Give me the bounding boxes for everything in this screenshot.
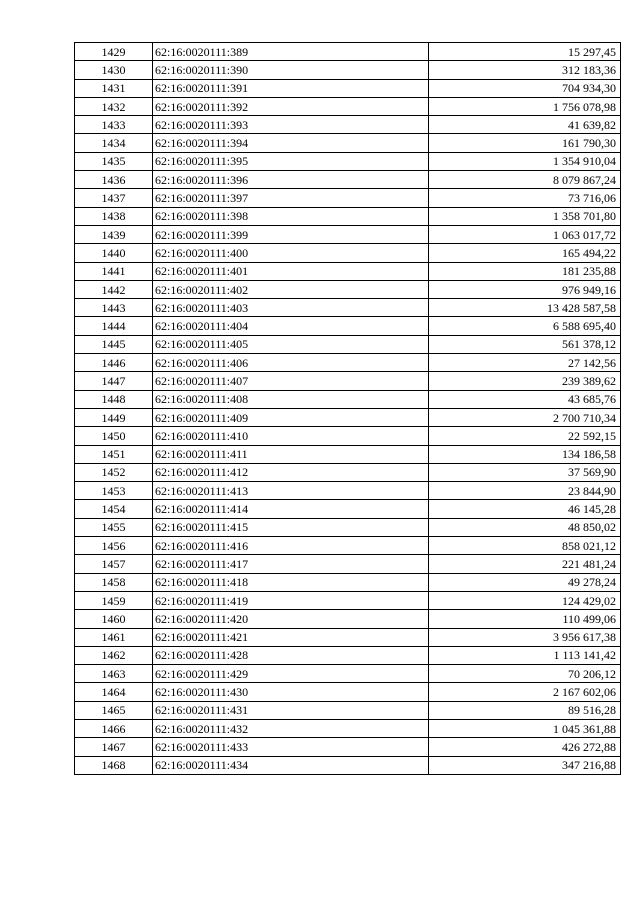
- row-number-cell: 1464: [75, 683, 153, 701]
- cadastral-number-cell: 62:16:0020111:400: [153, 244, 429, 262]
- cadastral-number-cell: 62:16:0020111:434: [153, 756, 429, 774]
- row-number-cell: 1435: [75, 152, 153, 170]
- table-row: [75, 463, 621, 481]
- cadastral-number-cell: 62:16:0020111:409: [153, 408, 429, 426]
- cadastral-value-table: [74, 42, 621, 775]
- row-number-cell: 1446: [75, 354, 153, 372]
- table-row: [75, 116, 621, 134]
- row-number-cell: 1463: [75, 665, 153, 683]
- cadastral-number-cell: 62:16:0020111:410: [153, 427, 429, 445]
- cadastral-number-cell: 62:16:0020111:411: [153, 445, 429, 463]
- value-cell: 221 481,24: [429, 555, 621, 573]
- value-cell: 704 934,30: [429, 79, 621, 97]
- row-number-cell: 1453: [75, 482, 153, 500]
- table-row: [75, 317, 621, 335]
- cadastral-number-cell: 62:16:0020111:405: [153, 335, 429, 353]
- row-number-cell: 1467: [75, 738, 153, 756]
- row-number-cell: 1433: [75, 116, 153, 134]
- cadastral-number-cell: 62:16:0020111:401: [153, 262, 429, 280]
- row-number-cell: 1468: [75, 756, 153, 774]
- table-row: [75, 280, 621, 298]
- value-cell: 2 167 602,06: [429, 683, 621, 701]
- value-cell: 312 183,36: [429, 61, 621, 79]
- value-cell: 43 685,76: [429, 390, 621, 408]
- cadastral-number-cell: 62:16:0020111:414: [153, 500, 429, 518]
- row-number-cell: 1450: [75, 427, 153, 445]
- cadastral-number-cell: 62:16:0020111:393: [153, 116, 429, 134]
- table-row: [75, 299, 621, 317]
- cadastral-number-cell: 62:16:0020111:396: [153, 171, 429, 189]
- cadastral-number-cell: 62:16:0020111:433: [153, 738, 429, 756]
- value-cell: 1 354 910,04: [429, 152, 621, 170]
- table-row: [75, 591, 621, 609]
- value-cell: 27 142,56: [429, 354, 621, 372]
- table-row: [75, 610, 621, 628]
- cadastral-number-cell: 62:16:0020111:415: [153, 518, 429, 536]
- value-cell: 8 079 867,24: [429, 171, 621, 189]
- table-row: [75, 189, 621, 207]
- row-number-cell: 1457: [75, 555, 153, 573]
- cadastral-number-cell: 62:16:0020111:390: [153, 61, 429, 79]
- table-row: [75, 61, 621, 79]
- value-cell: 49 278,24: [429, 573, 621, 591]
- value-cell: 37 569,90: [429, 463, 621, 481]
- table-row: [75, 171, 621, 189]
- cadastral-number-cell: 62:16:0020111:394: [153, 134, 429, 152]
- row-number-cell: 1459: [75, 591, 153, 609]
- table-row: [75, 719, 621, 737]
- value-cell: 239 389,62: [429, 372, 621, 390]
- cadastral-number-cell: 62:16:0020111:399: [153, 225, 429, 243]
- table-row: [75, 134, 621, 152]
- value-cell: 181 235,88: [429, 262, 621, 280]
- cadastral-number-cell: 62:16:0020111:398: [153, 207, 429, 225]
- table-row: [75, 646, 621, 664]
- table-row: [75, 225, 621, 243]
- table-row: [75, 665, 621, 683]
- value-cell: 426 272,88: [429, 738, 621, 756]
- cadastral-number-cell: 62:16:0020111:420: [153, 610, 429, 628]
- row-number-cell: 1431: [75, 79, 153, 97]
- row-number-cell: 1456: [75, 537, 153, 555]
- table-row: [75, 390, 621, 408]
- cadastral-number-cell: 62:16:0020111:417: [153, 555, 429, 573]
- row-number-cell: 1465: [75, 701, 153, 719]
- row-number-cell: 1436: [75, 171, 153, 189]
- cadastral-number-cell: 62:16:0020111:389: [153, 43, 429, 61]
- value-cell: 22 592,15: [429, 427, 621, 445]
- table-row: [75, 427, 621, 445]
- row-number-cell: 1440: [75, 244, 153, 262]
- cadastral-number-cell: 62:16:0020111:407: [153, 372, 429, 390]
- row-number-cell: 1452: [75, 463, 153, 481]
- row-number-cell: 1445: [75, 335, 153, 353]
- value-cell: 161 790,30: [429, 134, 621, 152]
- cadastral-number-cell: 62:16:0020111:429: [153, 665, 429, 683]
- cadastral-number-cell: 62:16:0020111:395: [153, 152, 429, 170]
- cadastral-number-cell: 62:16:0020111:418: [153, 573, 429, 591]
- value-cell: 46 145,28: [429, 500, 621, 518]
- value-cell: 1 113 141,42: [429, 646, 621, 664]
- table-row: [75, 500, 621, 518]
- table-row: [75, 683, 621, 701]
- cadastral-number-cell: 62:16:0020111:432: [153, 719, 429, 737]
- row-number-cell: 1454: [75, 500, 153, 518]
- cadastral-number-cell: 62:16:0020111:412: [153, 463, 429, 481]
- row-number-cell: 1444: [75, 317, 153, 335]
- value-cell: 165 494,22: [429, 244, 621, 262]
- value-cell: 134 186,58: [429, 445, 621, 463]
- table-row: [75, 701, 621, 719]
- row-number-cell: 1455: [75, 518, 153, 536]
- value-cell: 1 045 361,88: [429, 719, 621, 737]
- cadastral-number-cell: 62:16:0020111:404: [153, 317, 429, 335]
- row-number-cell: 1437: [75, 189, 153, 207]
- table-row: [75, 152, 621, 170]
- value-cell: 1 756 078,98: [429, 97, 621, 115]
- value-cell: 23 844,90: [429, 482, 621, 500]
- row-number-cell: 1442: [75, 280, 153, 298]
- table-row: [75, 628, 621, 646]
- table-row: [75, 354, 621, 372]
- table-row: [75, 537, 621, 555]
- value-cell: 48 850,02: [429, 518, 621, 536]
- row-number-cell: 1439: [75, 225, 153, 243]
- table-row: [75, 244, 621, 262]
- row-number-cell: 1443: [75, 299, 153, 317]
- value-cell: 110 499,06: [429, 610, 621, 628]
- row-number-cell: 1462: [75, 646, 153, 664]
- value-cell: 124 429,02: [429, 591, 621, 609]
- value-cell: 976 949,16: [429, 280, 621, 298]
- value-cell: 89 516,28: [429, 701, 621, 719]
- table-row: [75, 79, 621, 97]
- row-number-cell: 1458: [75, 573, 153, 591]
- value-cell: 2 700 710,34: [429, 408, 621, 426]
- cadastral-number-cell: 62:16:0020111:391: [153, 79, 429, 97]
- value-cell: 70 206,12: [429, 665, 621, 683]
- table-row: [75, 756, 621, 774]
- value-cell: 347 216,88: [429, 756, 621, 774]
- table-row: [75, 207, 621, 225]
- value-cell: 6 588 695,40: [429, 317, 621, 335]
- cadastral-number-cell: 62:16:0020111:413: [153, 482, 429, 500]
- table-row: [75, 482, 621, 500]
- row-number-cell: 1447: [75, 372, 153, 390]
- value-cell: 15 297,45: [429, 43, 621, 61]
- table-row: [75, 518, 621, 536]
- value-cell: 1 358 701,80: [429, 207, 621, 225]
- row-number-cell: 1441: [75, 262, 153, 280]
- table-row: [75, 408, 621, 426]
- cadastral-number-cell: 62:16:0020111:408: [153, 390, 429, 408]
- table-row: [75, 555, 621, 573]
- row-number-cell: 1432: [75, 97, 153, 115]
- table-row: [75, 372, 621, 390]
- table-row: [75, 573, 621, 591]
- cadastral-number-cell: 62:16:0020111:402: [153, 280, 429, 298]
- row-number-cell: 1466: [75, 719, 153, 737]
- cadastral-number-cell: 62:16:0020111:406: [153, 354, 429, 372]
- value-cell: 1 063 017,72: [429, 225, 621, 243]
- cadastral-number-cell: 62:16:0020111:431: [153, 701, 429, 719]
- value-cell: 13 428 587,58: [429, 299, 621, 317]
- value-cell: 858 021,12: [429, 537, 621, 555]
- cadastral-number-cell: 62:16:0020111:403: [153, 299, 429, 317]
- row-number-cell: 1460: [75, 610, 153, 628]
- cadastral-number-cell: 62:16:0020111:430: [153, 683, 429, 701]
- cadastral-number-cell: 62:16:0020111:428: [153, 646, 429, 664]
- value-cell: 41 639,82: [429, 116, 621, 134]
- value-cell: 561 378,12: [429, 335, 621, 353]
- row-number-cell: 1461: [75, 628, 153, 646]
- row-number-cell: 1438: [75, 207, 153, 225]
- cadastral-number-cell: 62:16:0020111:397: [153, 189, 429, 207]
- row-number-cell: 1434: [75, 134, 153, 152]
- cadastral-number-cell: 62:16:0020111:416: [153, 537, 429, 555]
- row-number-cell: 1451: [75, 445, 153, 463]
- cadastral-number-cell: 62:16:0020111:421: [153, 628, 429, 646]
- table-row: [75, 262, 621, 280]
- table-row: [75, 335, 621, 353]
- value-cell: 73 716,06: [429, 189, 621, 207]
- row-number-cell: 1448: [75, 390, 153, 408]
- cadastral-number-cell: 62:16:0020111:392: [153, 97, 429, 115]
- row-number-cell: 1429: [75, 43, 153, 61]
- table-body: [75, 43, 621, 775]
- table-row: [75, 445, 621, 463]
- row-number-cell: 1449: [75, 408, 153, 426]
- row-number-cell: 1430: [75, 61, 153, 79]
- cadastral-number-cell: 62:16:0020111:419: [153, 591, 429, 609]
- table-row: [75, 738, 621, 756]
- table-row: [75, 97, 621, 115]
- table-row: [75, 43, 621, 61]
- value-cell: 3 956 617,38: [429, 628, 621, 646]
